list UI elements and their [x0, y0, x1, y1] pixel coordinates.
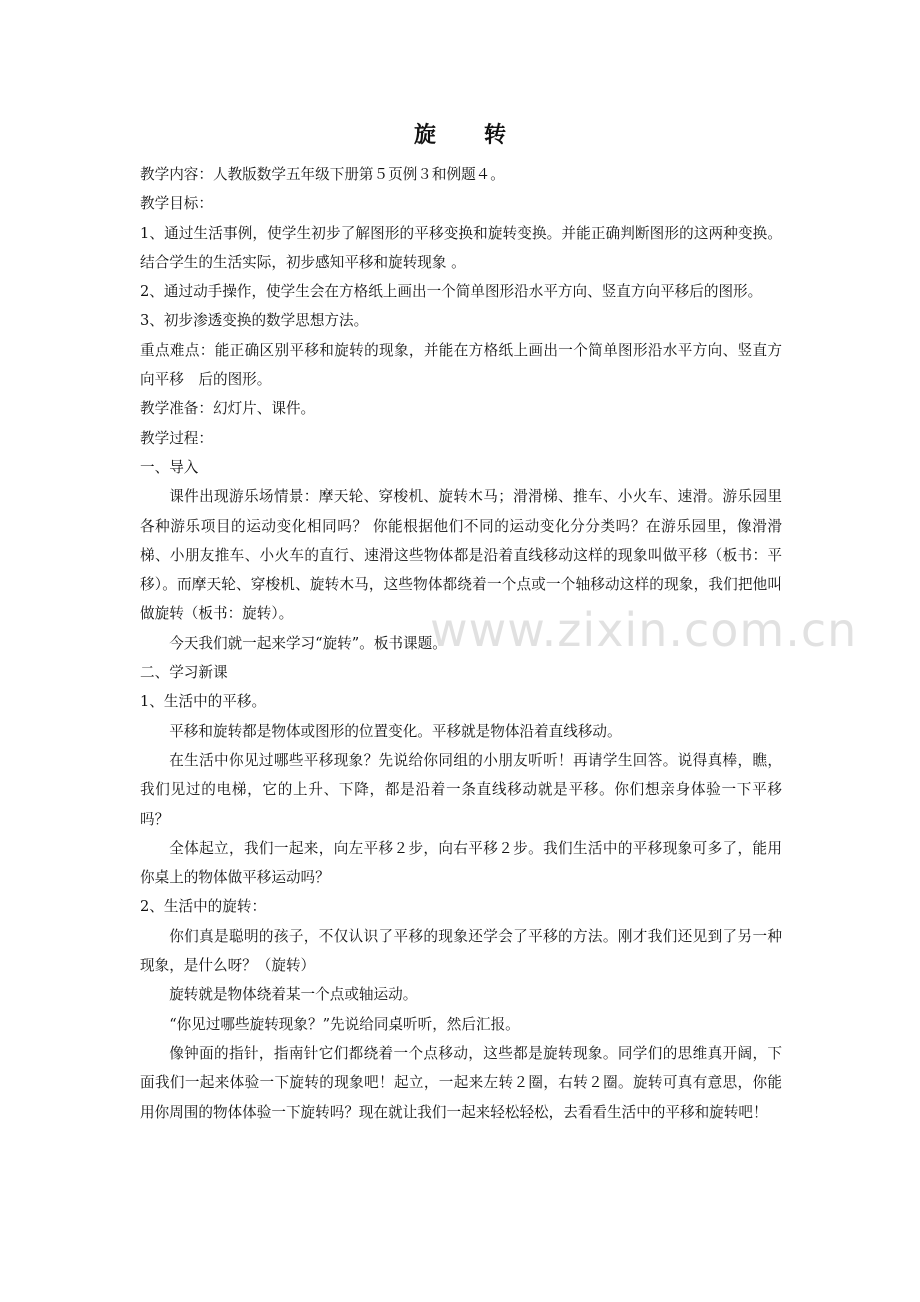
rotation-subheading: 2、生活中的旋转：: [140, 898, 267, 916]
teaching-content: 教学内容：人教版数学五年级下册第５页例３和例题４。: [140, 166, 505, 183]
translation-subheading: 1、生活中的平移。: [140, 693, 267, 711]
intro-topic: 今天我们就一起来学习“旋转”。板书课题。: [169, 634, 447, 652]
title-char-2: 转: [484, 122, 509, 148]
rotation-intro: 你们真是聪明的孩子，不仅认识了平移的现象还学会了平移的方法。刚才我们还见到了另一种现象，是什么呀？（旋转）: [140, 927, 782, 975]
teaching-goals-heading: 教学目标：: [140, 195, 213, 213]
rotation-definition: 旋转就是物体绕着某一个点或轴运动。: [169, 986, 418, 1004]
section-new-lesson-heading: 二、学习新课: [140, 664, 228, 682]
translation-definition: 平移和旋转都是物体或图形的位置变化。平移就是物体沿着直线移动。: [169, 722, 622, 740]
key-difficulties: 重点难点：能正确区别平移和旋转的现象，并能在方格纸上画出一个简单图形沿水平方向、竖直方向平移 后的图形。: [140, 341, 782, 389]
translation-examples: 在生活中你见过哪些平移现象？先说给你同组的小朋友听听！再请学生回答。说得真棒，瞧，我们见过的电梯，它的上升、下降，都是沿着一条直线移动就是平移。你们想亲身体验一下平移吗？: [140, 751, 782, 828]
rotation-question: “你见过哪些旋转现象？”先说给同桌听听，然后汇报。: [169, 1015, 520, 1033]
goal-1: 1、通过生活事例，使学生初步了解图形的平移变换和旋转变换。并能正确判断图形的这两种变换。结合学生的生活实际，初步感知平移和旋转现象 。: [140, 224, 782, 271]
document-page: [140, 120, 782, 1127]
watermark: www.zixin.com.cn: [430, 603, 858, 657]
section-intro-heading: 一、导入: [140, 458, 199, 476]
goal-2: 2、通过动手操作，使学生会在方格纸上画出一个简单图形沿水平方向、竖直方向平移后的图形。: [140, 283, 763, 301]
goal-3: 3、初步渗透变换的数学思想方法。: [140, 312, 369, 330]
teaching-preparation: 教学准备：幻灯片、课件。: [140, 400, 316, 418]
intro-paragraph: 课件出现游乐场情景：摩天轮、穿梭机、旋转木马；滑滑梯、推车、小火车、速滑。游乐园里各种游乐项目的运动变化相同吗？ 你能根据他们不同的运动变化分分类吗？在游乐园里，像滑滑梯、小朋友推车、小火车的直行、速滑这些物体都是沿着直线移动这样的现象叫做平移（板书：平移）。而摩天轮、穿梭机、旋转木马，这些物体都绕着一个点或一个轴移动这样的现象，我们把他叫做旋转（板书：旋转）。: [140, 488, 782, 623]
document-title: [140, 120, 782, 150]
translation-activity: 全体起立，我们一起来，向左平移２步，向右平移２步。我们生活中的平移现象可多了，能用你桌上的物体做平移运动吗？: [140, 839, 782, 887]
teaching-process-heading: 教学过程：: [140, 429, 213, 447]
rotation-examples: 像钟面的指针，指南针它们都绕着一个点移动，这些都是旋转现象。同学们的思维真开阔，下面我们一起来体验一下旋转的现象吧！起立，一起来左转２圈，右转２圈。旋转可真有意思，你能用你周围的物体体验一下旋转吗？现在就让我们一起来轻松轻松，去看看生活中的平移和旋转吧！: [140, 1044, 782, 1121]
title-char-1: 旋: [413, 122, 438, 148]
